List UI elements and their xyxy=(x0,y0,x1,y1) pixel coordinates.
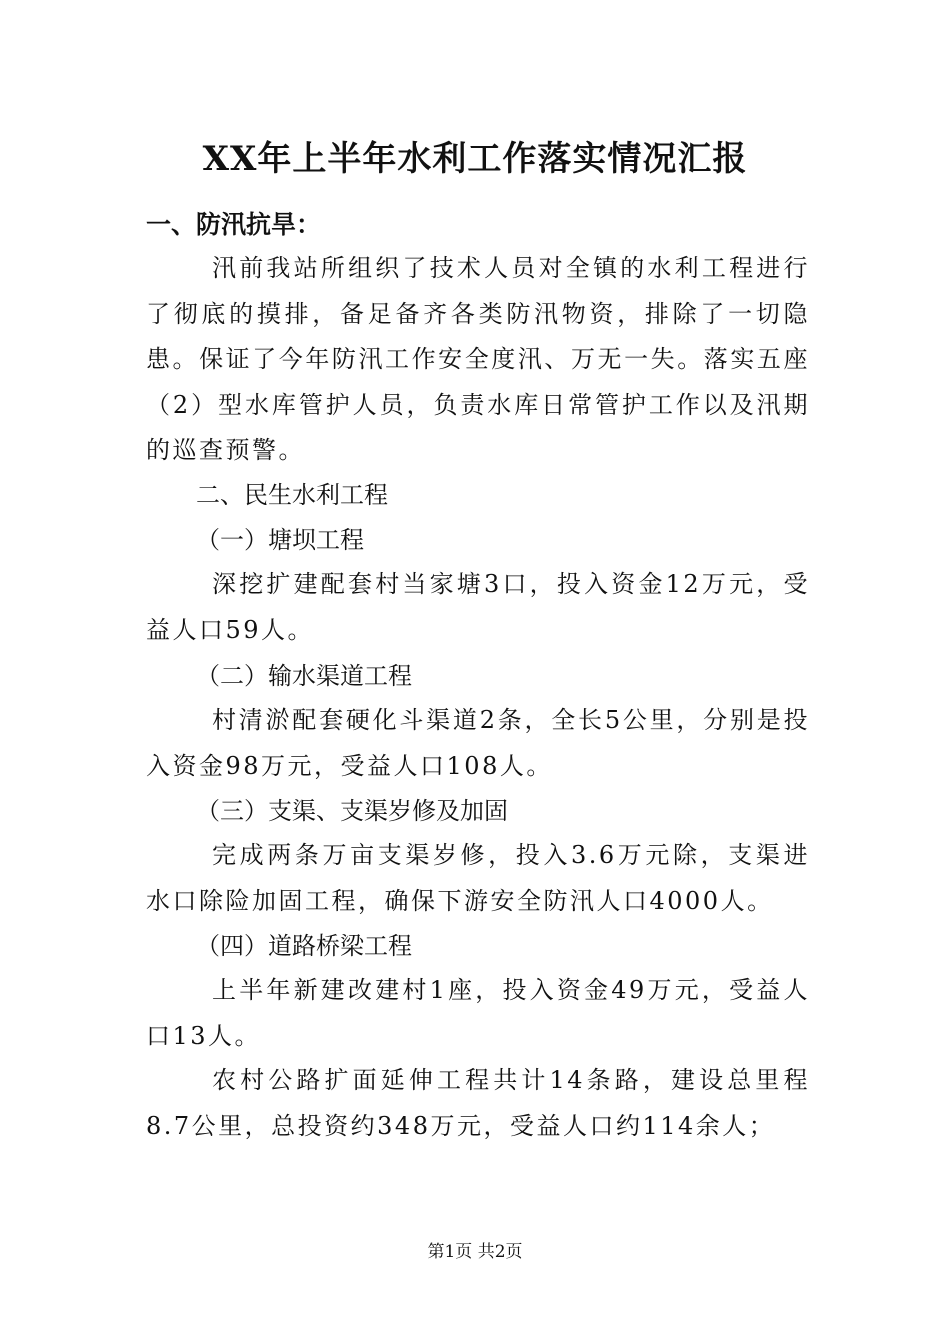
subsection4-paragraph-1: 上半年新建改建村1座，投入资金49万元，受益人口13人。 xyxy=(146,976,810,1050)
page-footer: 第1页 共2页 xyxy=(427,1242,523,1262)
subsection2-paragraph: 村清淤配套硬化斗渠道2条，全长5公里，分别是投入资金98万元，受益人口108人。 xyxy=(146,706,810,780)
subsection4-paragraph-2: 农村公路扩面延伸工程共计14条路，建设总里程8.7公里，总投资约348万元，受益人口约114余人； xyxy=(146,1066,810,1140)
subsection3-paragraph: 完成两条万亩支渠岁修，投入3.6万元除，支渠进水口除险加固工程，确保下游安全防汛人口4000人。 xyxy=(146,841,810,915)
subsection1-paragraph: 深挖扩建配套村当家塘3口，投入资金12万元，受益人口59人。 xyxy=(146,570,810,644)
subsection2-heading: （二）输水渠道工程 xyxy=(196,662,412,690)
section1-heading: 一、防汛抗旱： xyxy=(146,210,322,239)
section1-paragraph: 汛前我站所组织了技术人员对全镇的水利工程进行了彻底的摸排，备足备齐各类防汛物资，排除了一切隐患。保证了今年防汛工作安全度汛、万无一失。落实五座（2）型水库管护人员，负责水库日常管护工作以及汛期的巡查预警。 xyxy=(146,254,810,464)
document-title: XX年上半年水利工作落实情况汇报 xyxy=(202,139,748,179)
section2-heading: 二、民生水利工程 xyxy=(196,481,388,509)
subsection4-heading: （四）道路桥梁工程 xyxy=(196,932,412,960)
subsection3-heading: （三）支渠、支渠岁修及加固 xyxy=(196,797,508,825)
subsection1-heading: （一）塘坝工程 xyxy=(196,526,364,554)
